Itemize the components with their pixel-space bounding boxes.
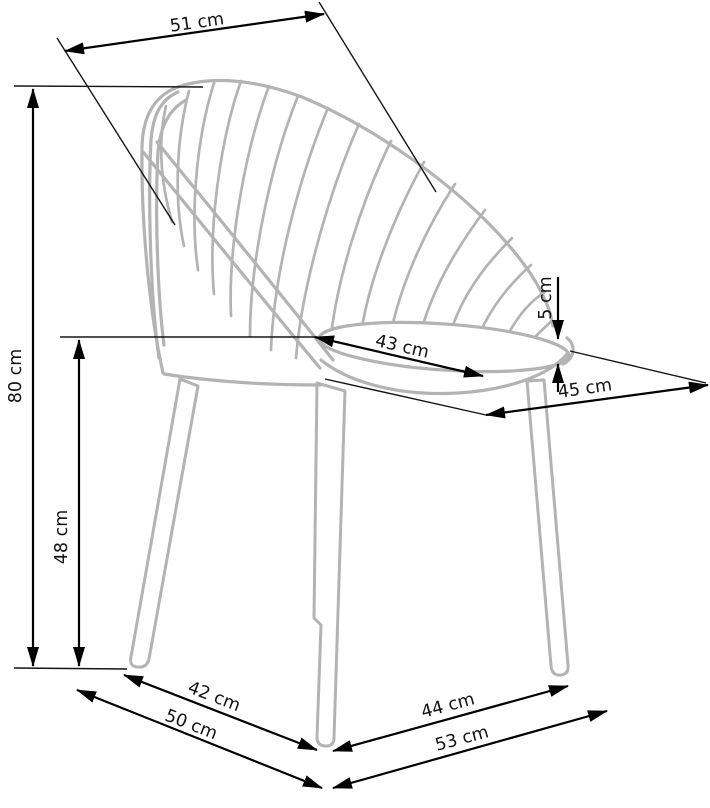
backrest-rib — [450, 238, 512, 334]
dimension-annotations — [6, 2, 708, 788]
leg-back-left — [131, 379, 198, 667]
dim-seat-width-label: 43 cm — [373, 331, 431, 363]
dim-base-side-inner-line — [124, 675, 317, 750]
dim-backrest-width — [57, 2, 436, 225]
dim-backrest-width-label: 51 cm — [168, 9, 226, 37]
leg-front-center — [314, 383, 345, 746]
dim-base-side-outer-label: 50 cm — [161, 705, 221, 745]
dim-seat-depth-label: 45 cm — [556, 375, 614, 403]
dim-base-front-outer-label: 53 cm — [433, 722, 491, 756]
dim-total-height — [6, 86, 203, 669]
dim-seat-depth-ext-left — [325, 379, 486, 415]
dim-backrest-width-ext-left — [57, 38, 175, 225]
backrest-rib — [390, 184, 455, 337]
dim-base-side-inner-label: 42 cm — [184, 677, 244, 717]
backrest-side-band — [144, 153, 320, 368]
dim-seat-edge-thickness-label: 5 cm — [536, 276, 556, 320]
dim-total-height-label: 80 cm — [6, 348, 26, 404]
backrest-rib — [212, 81, 241, 294]
dim-total-height-ext-top — [14, 86, 203, 87]
dim-seat-height-label: 48 cm — [52, 509, 72, 565]
dim-base-front-inner-label: 44 cm — [419, 689, 477, 723]
backrest-rib — [271, 108, 328, 350]
backrest-rib — [195, 83, 214, 270]
dim-backrest-width-ext-right — [319, 2, 436, 192]
ground-line — [14, 668, 127, 669]
dim-base-front-outer-line — [333, 711, 607, 788]
dim-base-side-inner — [124, 675, 317, 750]
dim-base-front-outer — [333, 711, 607, 788]
leg-front-right — [527, 380, 568, 675]
backrest-rib — [479, 265, 531, 335]
